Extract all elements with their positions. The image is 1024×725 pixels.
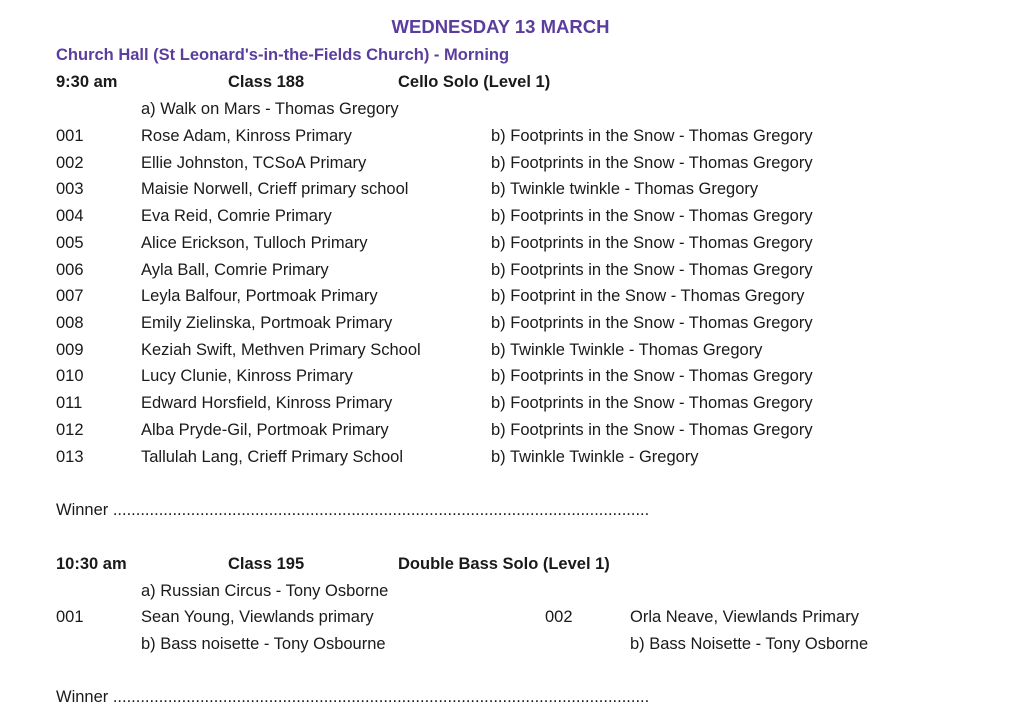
entry-name: Keziah Swift, Methven Primary School (141, 341, 421, 359)
entry-name: Orla Neave, Viewlands Primary (630, 608, 859, 626)
entry-number: 012 (56, 421, 84, 439)
entry-number: 002 (56, 154, 84, 172)
venue-heading: Church Hall (St Leonard's-in-the-Fields Church) - Morning (56, 46, 510, 64)
entry-piece: b) Twinkle Twinkle - Thomas Gregory (491, 341, 763, 359)
entry-piece: b) Footprints in the Snow - Thomas Gregory (491, 367, 813, 385)
set-piece: a) Russian Circus - Tony Osborne (141, 582, 389, 600)
entry-name: Maisie Norwell, Crieff primary school (141, 180, 409, 198)
class-number: Class 188 (228, 73, 305, 91)
entry-number: 010 (56, 367, 84, 385)
entry-number: 003 (56, 180, 84, 198)
entry-number: 008 (56, 314, 84, 332)
set-piece: a) Walk on Mars - Thomas Gregory (141, 100, 399, 118)
entry-name: Ayla Ball, Comrie Primary (141, 261, 329, 279)
entry-number: 002 (545, 608, 573, 626)
winner-line: Winner ..................................................................................................................... (56, 688, 650, 706)
entry-number: 005 (56, 234, 84, 252)
entry-name: Leyla Balfour, Portmoak Primary (141, 287, 378, 305)
entry-number: 009 (56, 341, 84, 359)
entry-piece: b) Footprints in the Snow - Thomas Gregory (491, 127, 813, 145)
entry-piece: b) Footprint in the Snow - Thomas Gregory (491, 287, 805, 305)
entry-piece: b) Twinkle twinkle - Thomas Gregory (491, 180, 759, 198)
winner-line: Winner ..................................................................................................................... (56, 501, 650, 519)
class-time: 9:30 am (56, 73, 118, 91)
entry-piece: b) Bass noisette - Tony Osbourne (141, 635, 386, 653)
entry-piece: b) Footprints in the Snow - Thomas Gregory (491, 314, 813, 332)
entry-name: Eva Reid, Comrie Primary (141, 207, 332, 225)
entry-number: 006 (56, 261, 84, 279)
entry-piece: b) Footprints in the Snow - Thomas Gregory (491, 261, 813, 279)
entry-name: Ellie Johnston, TCSoA Primary (141, 154, 367, 172)
entry-name: Lucy Clunie, Kinross Primary (141, 367, 353, 385)
entry-piece: b) Footprints in the Snow - Thomas Gregory (491, 394, 813, 412)
class-time: 10:30 am (56, 555, 127, 573)
entry-name: Rose Adam, Kinross Primary (141, 127, 352, 145)
entry-name: Alba Pryde-Gil, Portmoak Primary (141, 421, 389, 439)
entry-number: 004 (56, 207, 84, 225)
entry-name: Tallulah Lang, Crieff Primary School (141, 448, 403, 466)
class-instrument: Double Bass Solo (Level 1) (398, 555, 610, 573)
entry-piece: b) Footprints in the Snow - Thomas Gregory (491, 207, 813, 225)
entry-number: 011 (56, 394, 83, 412)
entry-name: Emily Zielinska, Portmoak Primary (141, 314, 393, 332)
class-instrument: Cello Solo (Level 1) (398, 73, 551, 91)
class-number: Class 195 (228, 555, 305, 573)
entry-name: Alice Erickson, Tulloch Primary (141, 234, 368, 252)
entry-number: 013 (56, 448, 84, 466)
entry-piece: b) Footprints in the Snow - Thomas Gregory (491, 154, 813, 172)
entry-number: 001 (56, 608, 84, 626)
entry-piece: b) Footprints in the Snow - Thomas Gregory (491, 234, 813, 252)
entry-piece: b) Footprints in the Snow - Thomas Gregory (491, 421, 813, 439)
entry-name: Edward Horsfield, Kinross Primary (141, 394, 393, 412)
entry-piece: b) Twinkle Twinkle - Gregory (491, 448, 699, 466)
page-title: WEDNESDAY 13 MARCH (391, 16, 610, 37)
entry-number: 007 (56, 287, 84, 305)
entry-piece: b) Bass Noisette - Tony Osborne (630, 635, 869, 653)
entry-number: 001 (56, 127, 84, 145)
entry-name: Sean Young, Viewlands primary (141, 608, 374, 626)
